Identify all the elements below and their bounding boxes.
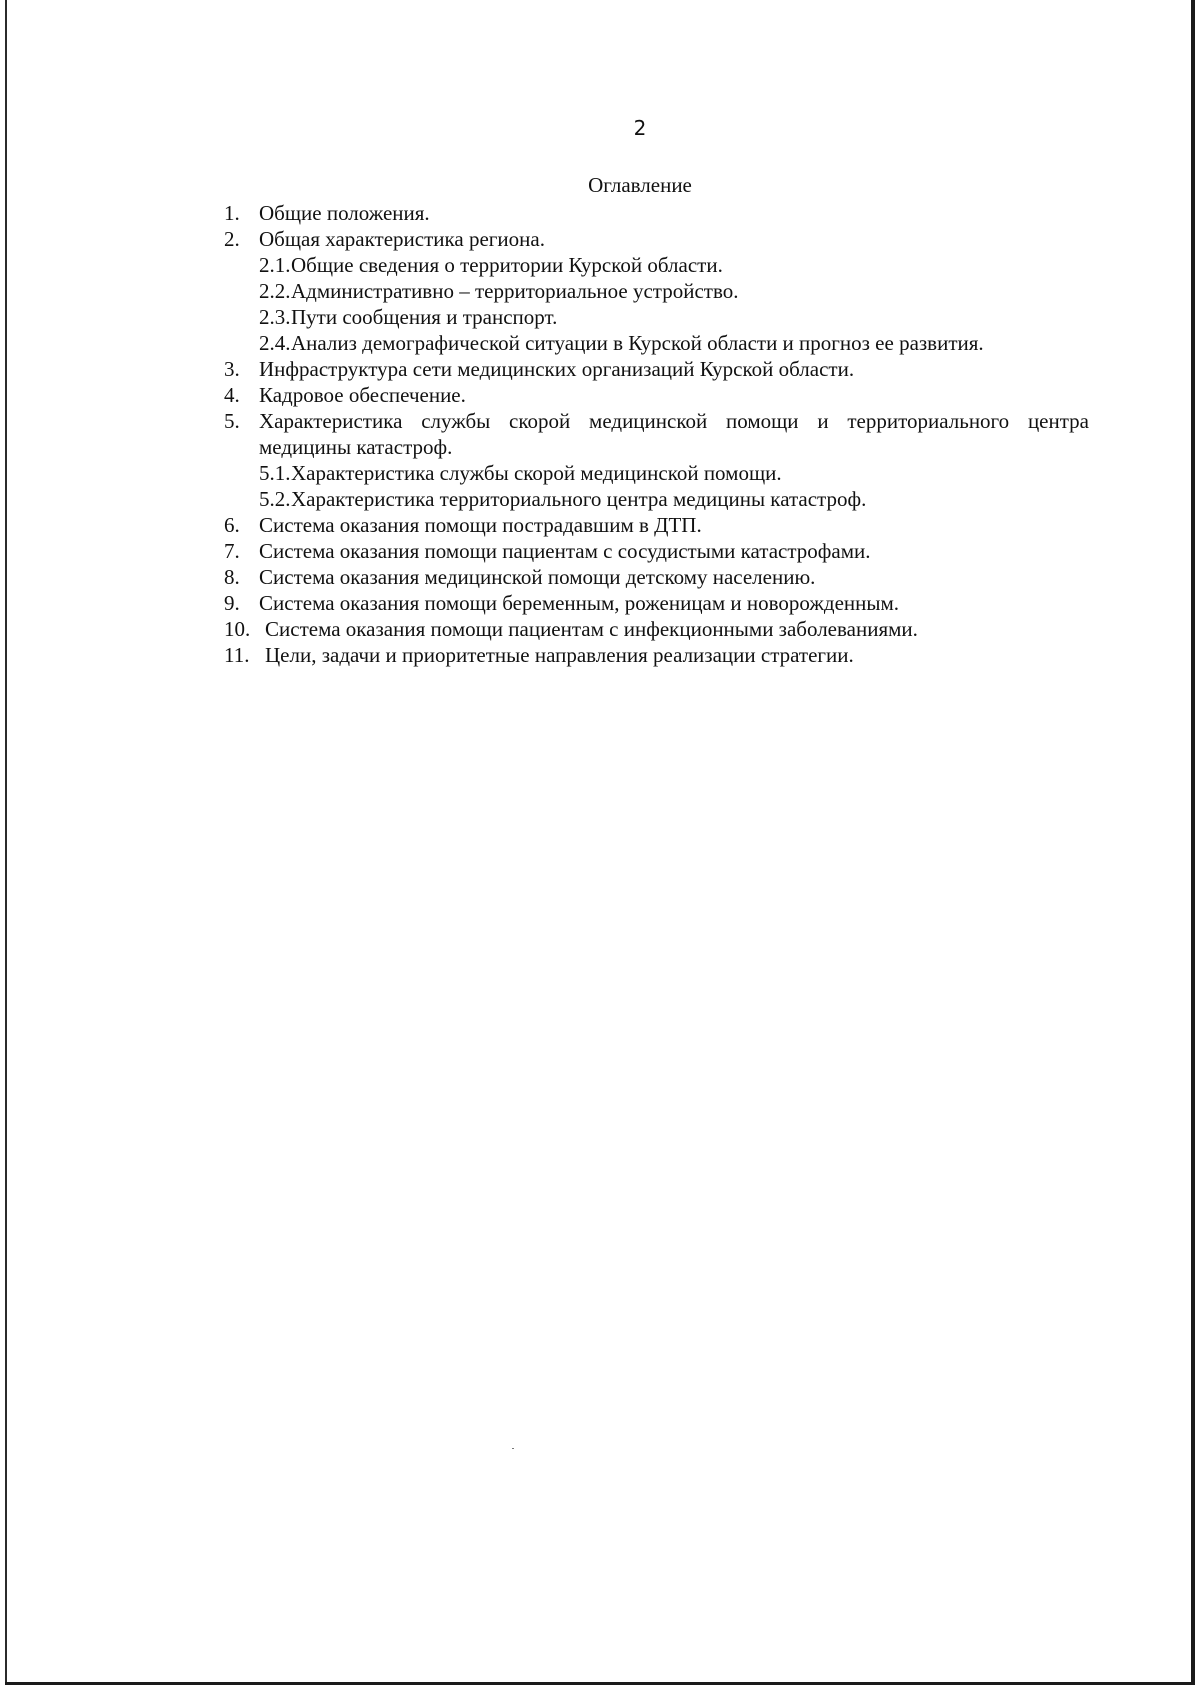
toc-item-text: Общие положения. [259,201,430,225]
toc-subitem [0,278,1200,304]
toc-subitem-number: 5.2. [259,487,291,511]
toc-item-text: Кадровое обеспечение. [259,383,466,407]
page-number: 2 [633,116,647,140]
table-of-contents [0,200,1200,668]
toc-subitem-number: 2.3. [259,305,291,329]
toc-item-text: Система оказания медицинской помощи детскому населению. [259,565,816,589]
toc-item-number: 3. [224,357,240,381]
toc-item-number: 1. [224,201,240,225]
toc-subitem-text: Анализ демографической ситуации в Курской области и прогноз ее развития. [291,331,984,355]
toc-item-number: 11. [224,643,250,667]
toc-subitem [0,460,1200,486]
toc-subitem-number: 2.2. [259,279,291,303]
toc-item [0,538,1200,564]
toc-item [0,200,1200,226]
toc-item-number: 6. [224,513,240,537]
toc-item [0,590,1200,616]
toc-item [0,642,1200,668]
toc-subitem-number: 2.1. [259,253,291,277]
page-border-bottom [5,1682,1195,1685]
toc-item [0,356,1200,382]
toc-item [0,382,1200,408]
toc-subitem-number: 2.4. [259,331,291,355]
toc-subitem [0,304,1200,330]
toc-item-text: Система оказания помощи пострадавшим в ДТП. [259,513,702,537]
toc-item-number: 10. [224,617,251,641]
toc-subitem-text: Пути сообщения и транспорт. [291,305,558,329]
toc-subitem [0,252,1200,278]
toc-item [0,226,1200,252]
toc-item [0,512,1200,538]
toc-item-number: 4. [224,383,240,407]
toc-item-text: Система оказания помощи пациентам с сосудистыми катастрофами. [259,539,871,563]
toc-item [0,564,1200,590]
scan-speck [512,1448,514,1449]
toc-item-number: 7. [224,539,240,563]
toc-item [0,616,1200,642]
toc-item-text: Система оказания помощи пациентам с инфекционными заболеваниями. [265,617,918,641]
toc-item-number: 2. [224,227,240,251]
toc-title: Оглавление [588,173,692,197]
toc-item-number: 9. [224,591,240,615]
toc-item-text: Характеристика службы скорой медицинской помощи и территориального центра медицины катастроф. [259,409,1089,459]
toc-item-text: Система оказания помощи беременным, роженицам и новорожденным. [259,591,900,615]
toc-item-text: Инфраструктура сети медицинских организаций Курской области. [259,357,855,381]
toc-subitem [0,330,1200,356]
toc-subitem-text: Общие сведения о территории Курской области. [291,253,723,277]
toc-item-text: Цели, задачи и приоритетные направления реализации стратегии. [265,643,854,667]
toc-subitem-text: Административно – территориальное устройство. [291,279,739,303]
toc-subitem [0,486,1200,512]
toc-subitem-number: 5.1. [259,461,291,485]
toc-item-text: Общая характеристика региона. [259,227,545,251]
toc-subitem-text: Характеристика территориального центра медицины катастроф. [291,487,867,511]
toc-item [0,408,1200,460]
toc-subitem-text: Характеристика службы скорой медицинской помощи. [291,461,782,485]
toc-item-number: 5. [224,409,240,433]
toc-item-number: 8. [224,565,240,589]
